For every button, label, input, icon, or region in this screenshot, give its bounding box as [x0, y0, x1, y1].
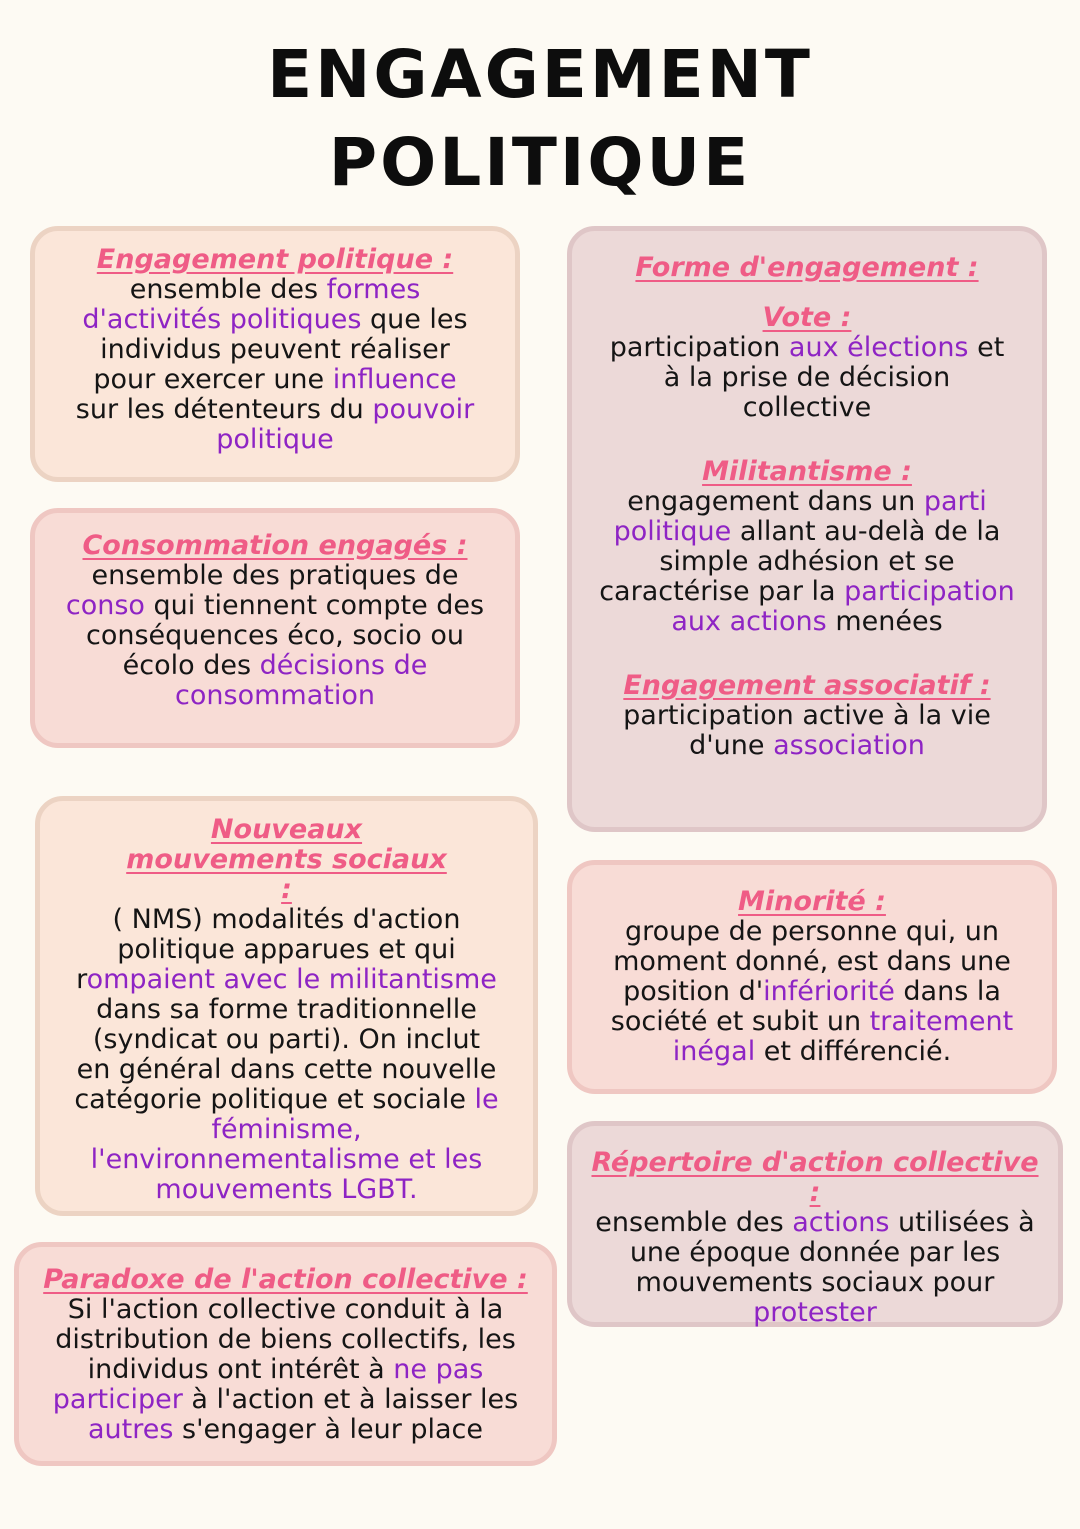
definition-card-forme-engagement [567, 226, 1047, 832]
subsection-text: participation active à la vie d'une association [623, 700, 991, 761]
page-title-line1: ENGAGEMENT [267, 36, 813, 113]
card-text: Si l'action collective conduit à la distribution de biens collectifs, les individus ont intérêt à ne pas participer à l'action et à laisser les autres s'engager à leur place [52, 1294, 519, 1445]
subsection-heading: Militantisme : [702, 456, 912, 487]
definition-card-repertoire [567, 1121, 1063, 1327]
card-heading: Nouveaux mouvements sociaux : [126, 814, 447, 905]
card-heading: Engagement politique : [96, 244, 454, 275]
card-heading: Répertoire d'action collective : [591, 1147, 1039, 1208]
card-text: groupe de personne qui, un moment donné, est dans une position d'infériorité dans la société et subit un traitement inégal et différencié. [610, 916, 1014, 1067]
definition-card-paradoxe [14, 1242, 557, 1466]
definition-card-consommation [30, 508, 520, 748]
card-text: ( NMS) modalités d'action politique apparues et qui rompaient avec le militantisme dans sa forme traditionnelle (syndicat ou parti). On inclut en général dans cette nouvelle catégorie politique et sociale le féminisme, l'environnementalisme et les mouvements LGBT. [74, 904, 499, 1205]
card-text: ensemble des pratiques de conso qui tiennent compte des conséquences éco, socio ou écolo des décisions de consommation [65, 560, 485, 711]
subsection-vote [598, 303, 1016, 423]
card-text: ensemble des actions utilisées à une époque donnée par les mouvements sociaux pour protester [595, 1207, 1035, 1328]
definition-card-minorite [567, 860, 1057, 1094]
subsection-text: engagement dans un parti politique allant au-delà de la simple adhésion et se caractérise par la participation aux actions menées [599, 486, 1015, 637]
page-title-line2: POLITIQUE [328, 124, 752, 201]
card-heading: Minorité : [738, 886, 886, 917]
subsection-engagement-associatif [598, 671, 1016, 761]
subsection-heading: Vote : [762, 302, 852, 333]
card-heading: Paradoxe de l'action collective : [43, 1264, 528, 1295]
subsection-militantisme [598, 457, 1016, 637]
definition-card-nouveaux-mouvements-sociaux [35, 796, 538, 1216]
subsection-heading: Engagement associatif : [623, 670, 991, 701]
card-text: ensemble des formes d'activités politiques que les individus peuvent réaliser pour exercer une influence sur les détenteurs du pouvoir politique [75, 274, 475, 455]
subsection-text: participation aux élections et à la prise de décision collective [609, 332, 1005, 423]
card-heading: Consommation engagés : [82, 530, 468, 561]
card-heading: Forme d'engagement : [635, 252, 979, 283]
definition-card-engagement-politique [30, 226, 520, 482]
